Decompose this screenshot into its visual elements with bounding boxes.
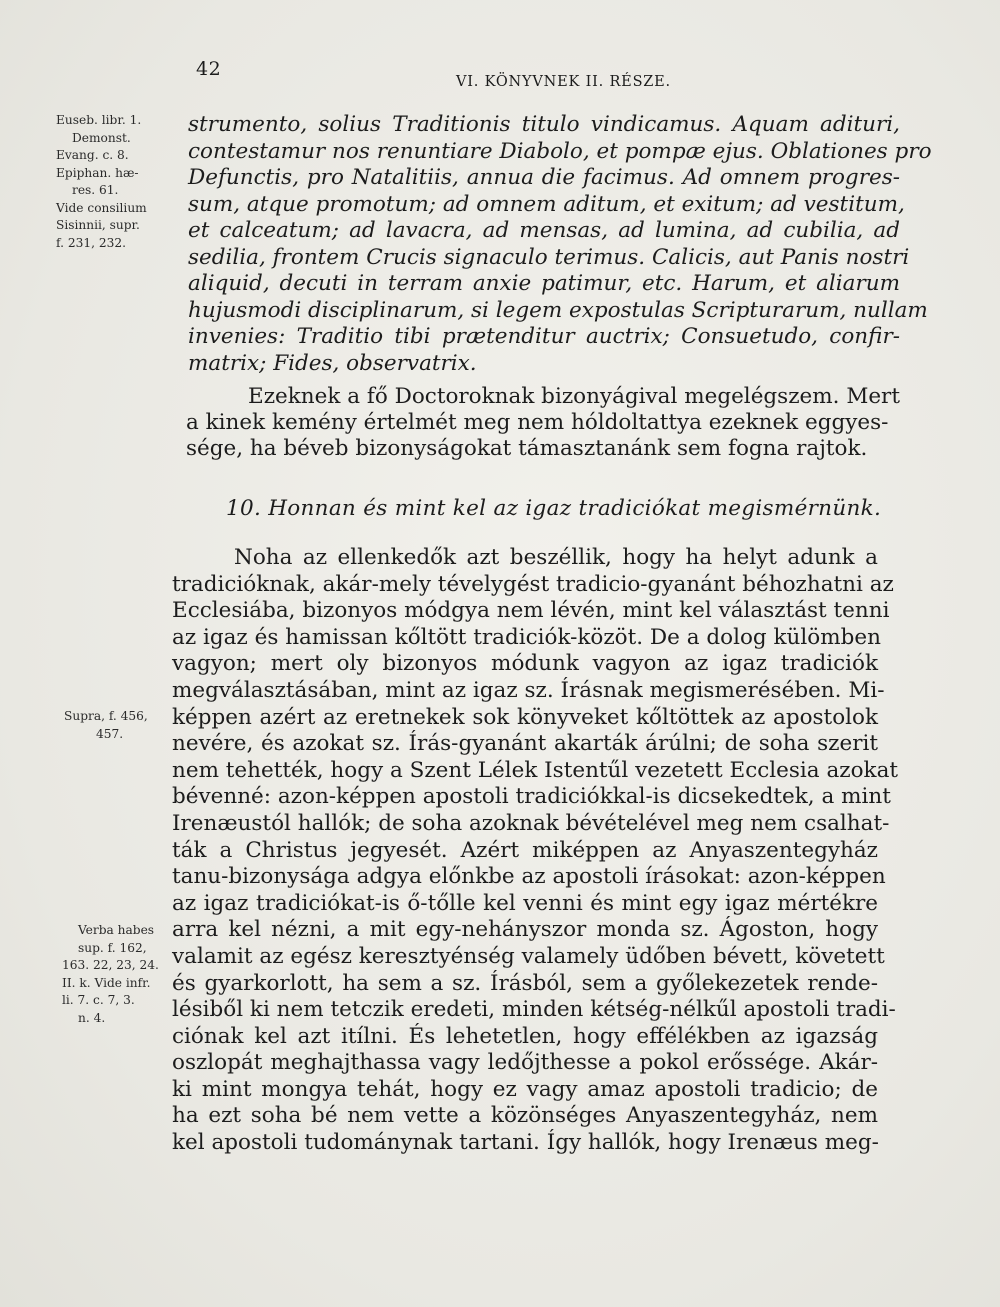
text-line: vagyon; mert oly bizonyos módunk vagyon az igaz tradiciók bbox=[172, 651, 878, 677]
text-line: ciónak kel azt itílni. És lehetetlen, hogy effélékben az igazság bbox=[172, 1023, 878, 1049]
margin-note-line: sup. f. 162, bbox=[78, 940, 147, 955]
text-line: ki mint mongya tehát, hogy ez vagy amaz apostoli tradicio; de bbox=[172, 1076, 878, 1102]
running-head: VI. KÖNYVNEK II. RÉSZE. bbox=[456, 74, 671, 90]
text-line: bévenné: azon-képpen apostoli tradiciókkal-is dicsekedtek, a mint bbox=[172, 784, 891, 810]
margin-note-line: Vide consilium bbox=[56, 200, 147, 215]
text-line: ha ezt soha bé nem vette a közönséges Anyaszentegyház, nem bbox=[172, 1103, 878, 1129]
margin-note-line: Supra, f. 456, bbox=[64, 709, 148, 723]
text-line: sum, atque promotum; ad omnem aditum, et exitum; ad vestitum, bbox=[188, 191, 905, 217]
text-line: strumento, solius Traditionis titulo vindicamus. Aquam adituri, bbox=[188, 112, 900, 137]
text-line: tanu-bizonysága adgya előnkbe az apostoli írásokat: azon-képpen bbox=[172, 864, 886, 890]
margin-note-line: Demonst. bbox=[72, 130, 131, 145]
text-line: kel apostoli tudománynak tartani. Így hallók, hogy Irenæus meg- bbox=[172, 1130, 879, 1156]
margin-note-line: Sisinnii, supr. bbox=[56, 218, 140, 232]
margin-note-line: li. 7. c. 7, 3. bbox=[62, 993, 135, 1007]
text-line: sége, ha béveb bizonyságokat támasztanánk sem fogna rajtok. bbox=[186, 436, 868, 461]
margin-note-line: 457. bbox=[96, 726, 124, 741]
text-line: arra kel nézni, a mit egy-nehányszor monda sz. Ágoston, hogy bbox=[172, 917, 878, 943]
margin-note-line: Evang. c. 8. bbox=[56, 148, 129, 162]
margin-note-line: n. 4. bbox=[78, 1010, 106, 1025]
text-line: contestamur nos renuntiare Diabolo, et pompæ ejus. Oblationes pro bbox=[188, 138, 932, 164]
text-line: az igaz és hamissan kőltött tradiciók-közöt. De a dolog külömben bbox=[172, 624, 881, 650]
margin-note-line: II. k. Vide infr. bbox=[62, 975, 151, 990]
text-line: oszlopát meghajthassa vagy ledőjthesse a pokol erőssége. Akár- bbox=[172, 1050, 878, 1076]
text-line: Noha az ellenkedők azt beszéllik, hogy ha helyt adunk a bbox=[234, 545, 878, 570]
text-line: és gyarkorlott, ha sem a sz. Írásból, sem a győlekezetek rende- bbox=[172, 970, 878, 996]
margin-note-line: f. 231, 232. bbox=[56, 235, 126, 250]
text-line: Ecclesiába, bizonyos módgya nem lévén, mint kel választást tenni bbox=[172, 598, 890, 624]
text-line: nevére, és azokat sz. Írás-gyanánt akarták árúlni; de soha szerit bbox=[172, 731, 878, 757]
text-line: Ezeknek a fő Doctoroknak bizonyágival megelégszem. Mert bbox=[248, 384, 900, 409]
section-heading: 10. Honnan és mint kel az igaz tradiciókat megismérnünk. bbox=[226, 496, 882, 521]
text-line: invenies: Traditio tibi prætenditur auctrix; Consuetudo, confir- bbox=[188, 324, 900, 349]
text-line: hujusmodi disciplinarum, si legem expostulas Scripturarum, nullam bbox=[188, 297, 928, 323]
text-line: Defunctis, pro Natalitiis, annua die facimus. Ad omnem progres- bbox=[188, 165, 900, 190]
text-line: tradicióknak, akár-mely tévelygést tradicio-gyanánt béhozhatni az bbox=[172, 571, 894, 597]
paragraph-doctors bbox=[186, 384, 900, 462]
margin-note-line: Euseb. libr. 1. bbox=[56, 113, 142, 127]
text-line: sedilia, frontem Crucis signaculo terimus. Calicis, aut Panis nostri bbox=[188, 244, 910, 270]
text-line: valamit az egész keresztyénség valamely üdőben bévett, követett bbox=[172, 943, 885, 969]
text-line: nem tehették, hogy a Szent Lélek Istentűl vezetett Ecclesia azokat bbox=[172, 757, 899, 783]
margin-note-1 bbox=[56, 112, 186, 252]
text-line: az igaz tradiciókat-is ő-tőlle kel venni és mint egy igaz mértékre bbox=[172, 890, 878, 916]
text-line: képpen azért az eretnekek sok könyveket kőltöttek az apostolok bbox=[172, 704, 878, 730]
text-line: a kinek kemény értelmét meg nem hóldoltattya ezeknek eggyes- bbox=[186, 410, 889, 435]
text-line: aliquid, decuti in terram anxie patimur, etc. Harum, et aliarum bbox=[188, 271, 900, 296]
text-line: megválasztásában, mint az igaz sz. Írásnak megismerésében. Mi- bbox=[172, 677, 885, 703]
latin-quotation bbox=[188, 112, 932, 377]
margin-note-line: 163. 22, 23, 24. bbox=[62, 958, 159, 972]
text-line: et calceatum; ad lavacra, ad mensas, ad lumina, ad cubilia, ad bbox=[188, 218, 900, 243]
text-line: lésiből ki nem tetczik eredeti, minden kétség-nélkűl apostoli tradi- bbox=[172, 997, 896, 1023]
text-line: ták a Christus jegyesét. Azért miképpen az Anyaszentegyház bbox=[172, 837, 878, 863]
paragraph-traditions bbox=[172, 545, 899, 1157]
margin-note-line: Epiphan. hæ- bbox=[56, 165, 139, 180]
text-line: Irenæustól hallók; de soha azoknak bévételével meg nem csalhat- bbox=[172, 810, 890, 836]
margin-note-line: Verba habes bbox=[78, 923, 155, 937]
page-number: 42 bbox=[196, 58, 222, 80]
margin-note-line: res. 61. bbox=[72, 183, 119, 197]
text-line: matrix; Fides, observatrix. bbox=[188, 350, 477, 376]
